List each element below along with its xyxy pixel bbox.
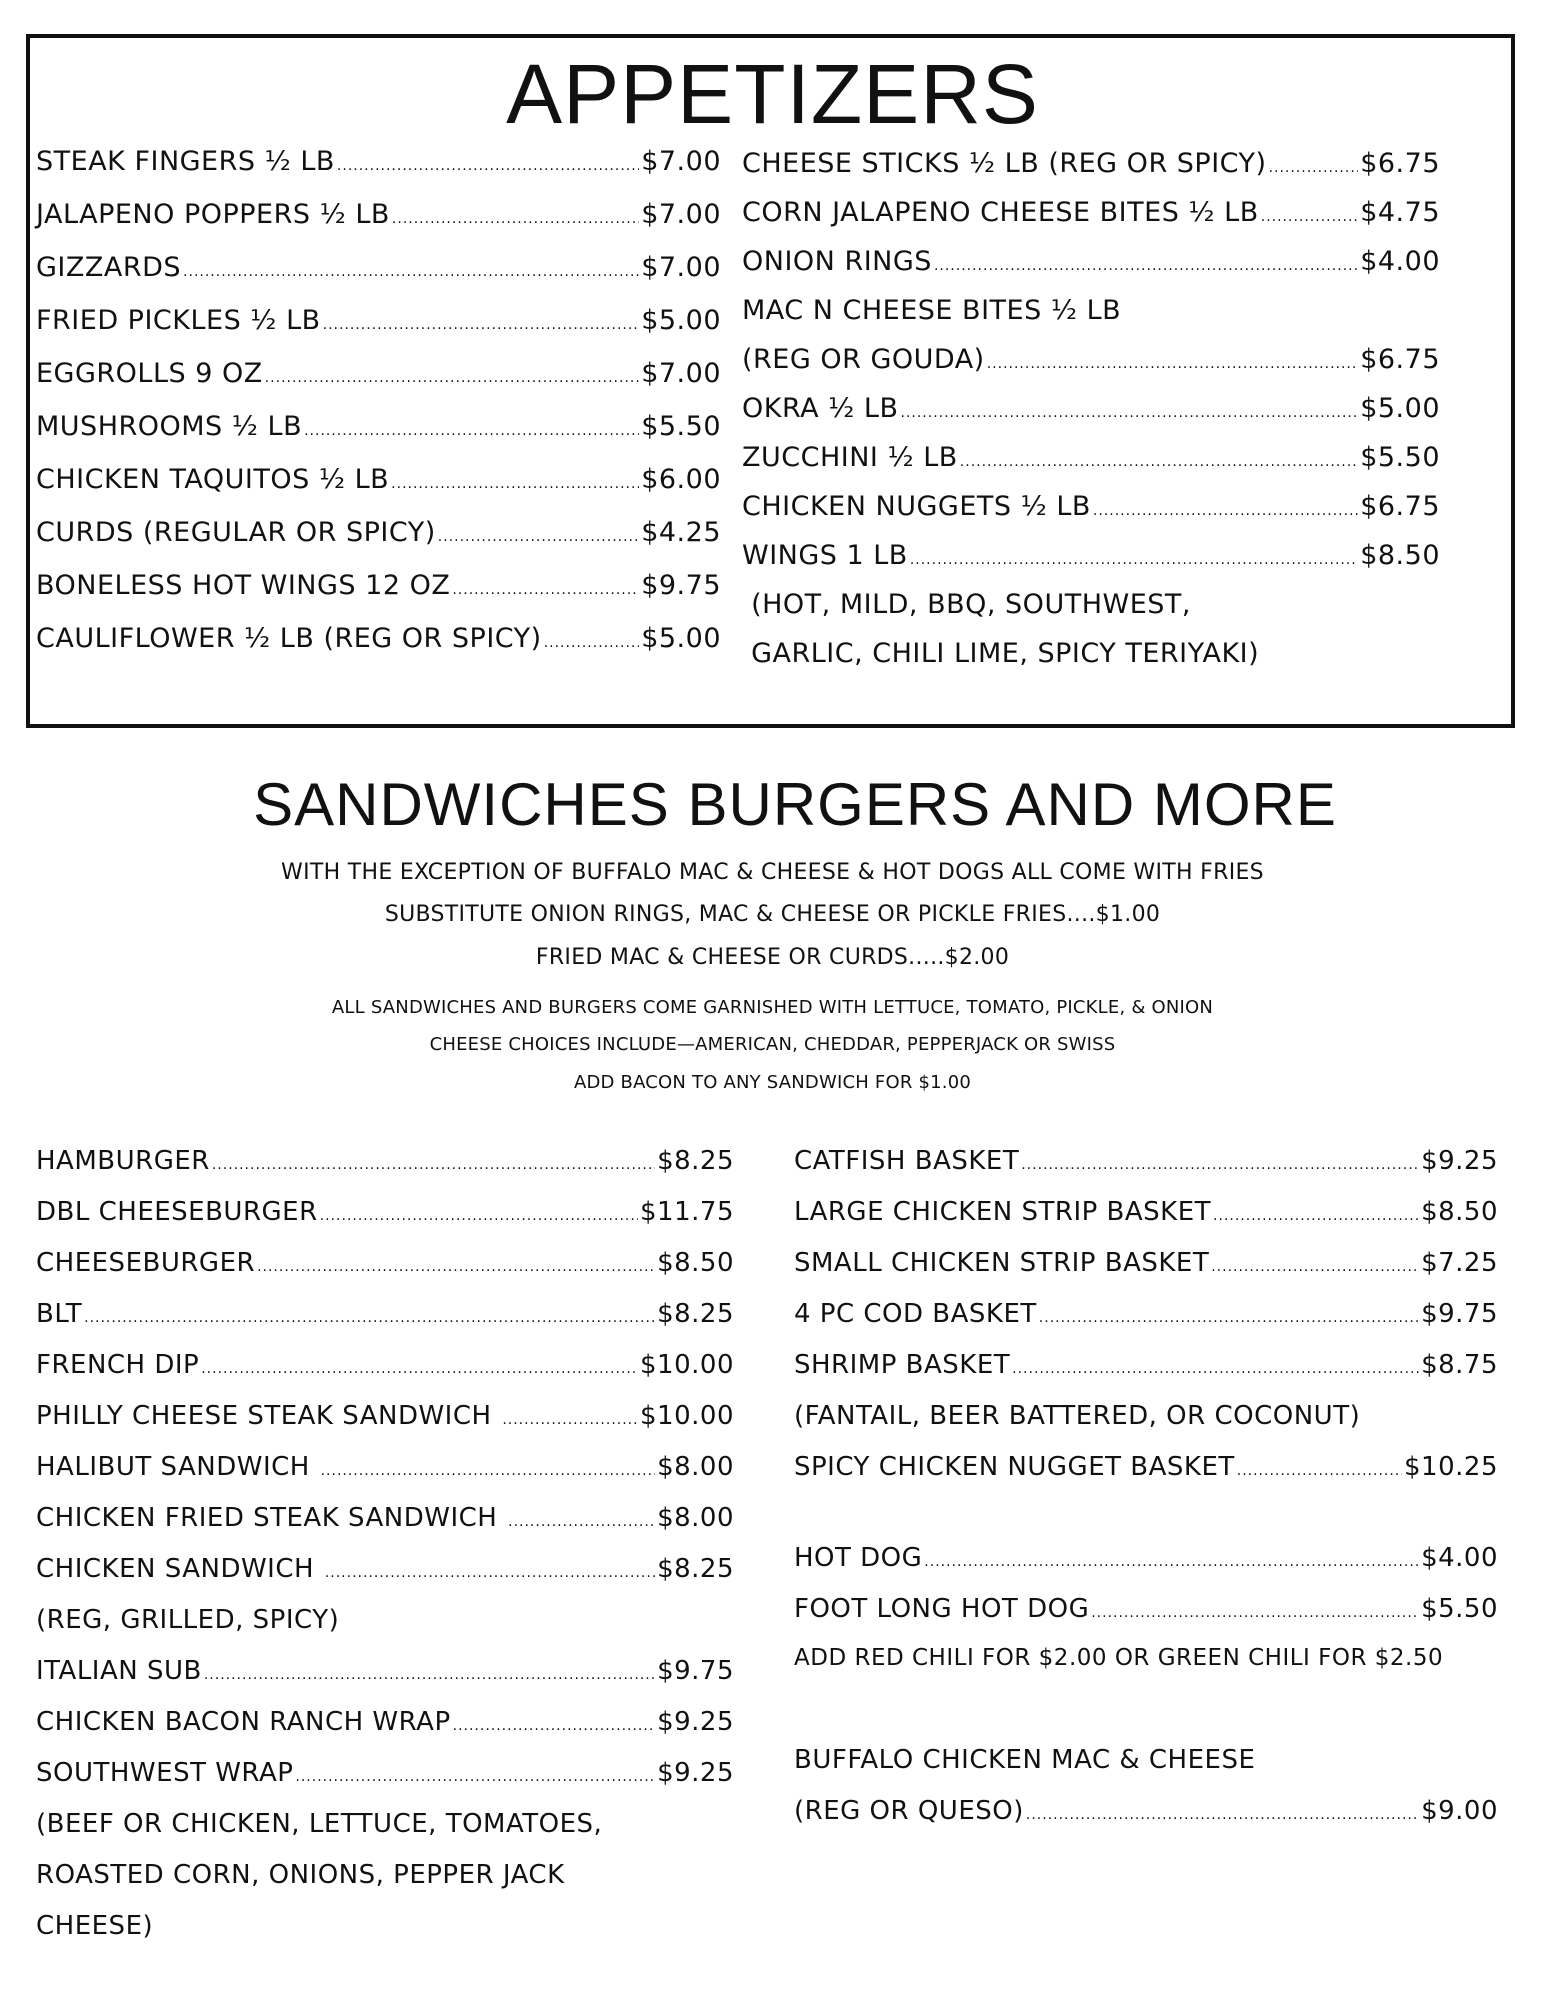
item-name: CORN JALAPENO CHEESE BITES ½ LB bbox=[742, 197, 1259, 228]
sandwiches-note: CHEESE CHOICES INCLUDE—AMERICAN, CHEDDAR, PEPPERJACK OR SWISS bbox=[429, 1034, 1116, 1055]
menu-item bbox=[742, 246, 1440, 295]
item-name: CAULIFLOWER ½ LB (REG OR SPICY) bbox=[36, 623, 542, 654]
item-price: $9.75 bbox=[1421, 1299, 1498, 1329]
item-name: (HOT, MILD, BBQ, SOUTHWEST, bbox=[742, 589, 1191, 620]
item-price: $8.25 bbox=[657, 1146, 734, 1176]
menu-item bbox=[36, 305, 721, 358]
appetizers-left-column bbox=[36, 146, 721, 676]
item-name: EGGROLLS 9 OZ bbox=[36, 358, 263, 389]
menu-item bbox=[36, 358, 721, 411]
menu-item bbox=[742, 540, 1440, 589]
menu-item bbox=[794, 1452, 1498, 1503]
menu-item-heading bbox=[742, 295, 1440, 344]
menu-item bbox=[36, 1350, 734, 1401]
item-price: $4.00 bbox=[1360, 246, 1440, 277]
item-note bbox=[36, 1911, 734, 1962]
menu-item bbox=[36, 1452, 734, 1503]
item-note bbox=[742, 638, 1440, 687]
menu-item bbox=[36, 1401, 734, 1452]
sandwiches-note: ALL SANDWICHES AND BURGERS COME GARNISHED WITH LETTUCE, TOMATO, PICKLE, & ONION bbox=[331, 997, 1214, 1018]
item-price: $5.00 bbox=[641, 623, 721, 654]
item-name: FOOT LONG HOT DOG bbox=[794, 1594, 1090, 1624]
item-name: HAMBURGER bbox=[36, 1146, 210, 1176]
item-price: $9.75 bbox=[641, 570, 721, 601]
item-name: OKRA ½ LB bbox=[742, 393, 899, 424]
item-price: $7.00 bbox=[641, 358, 721, 389]
item-name: (FANTAIL, BEER BATTERED, OR COCONUT) bbox=[794, 1401, 1361, 1431]
menu-item bbox=[36, 623, 721, 676]
item-price: $10.25 bbox=[1404, 1452, 1498, 1482]
appetizers-title: APPETIZERS bbox=[506, 47, 1039, 141]
item-name: DBL CHEESEBURGER bbox=[36, 1197, 318, 1227]
item-price: $6.75 bbox=[1360, 344, 1440, 375]
menu-item bbox=[794, 1248, 1498, 1299]
menu-item bbox=[794, 1299, 1498, 1350]
appetizers-right-column bbox=[742, 148, 1440, 687]
item-name: ITALIAN SUB bbox=[36, 1656, 202, 1686]
item-price: $8.50 bbox=[657, 1248, 734, 1278]
item-note bbox=[36, 1605, 734, 1656]
item-name: STEAK FINGERS ½ LB bbox=[36, 146, 335, 177]
item-name: CHEESE STICKS ½ LB (REG OR SPICY) bbox=[742, 148, 1267, 179]
menu-item bbox=[794, 1146, 1498, 1197]
item-note bbox=[742, 589, 1440, 638]
chili-note: ADD RED CHILI FOR $2.00 OR GREEN CHILI FOR $2.50 bbox=[794, 1645, 1444, 1671]
item-price: $5.50 bbox=[1421, 1594, 1498, 1624]
item-price: $8.25 bbox=[657, 1299, 734, 1329]
item-name: ONION RINGS bbox=[742, 246, 932, 277]
menu-item bbox=[742, 197, 1440, 246]
sandwiches-note: ADD BACON TO ANY SANDWICH FOR $1.00 bbox=[573, 1072, 971, 1093]
menu-item bbox=[36, 1758, 734, 1809]
item-price: $8.50 bbox=[1360, 540, 1440, 571]
item-name: CATFISH BASKET bbox=[794, 1146, 1020, 1176]
item-price: $9.25 bbox=[1421, 1146, 1498, 1176]
item-name: SOUTHWEST WRAP bbox=[36, 1758, 294, 1788]
item-price: $6.00 bbox=[641, 464, 721, 495]
menu-item bbox=[36, 1656, 734, 1707]
item-name: CHICKEN BACON RANCH WRAP bbox=[36, 1707, 451, 1737]
item-name: GIZZARDS bbox=[36, 252, 182, 283]
item-name: MUSHROOMS ½ LB bbox=[36, 411, 303, 442]
menu-item bbox=[36, 517, 721, 570]
menu-item-heading bbox=[794, 1745, 1498, 1796]
menu-item bbox=[36, 464, 721, 517]
item-note bbox=[36, 1809, 734, 1860]
item-price: $7.00 bbox=[641, 146, 721, 177]
item-name: CHEESEBURGER bbox=[36, 1248, 256, 1278]
menu-item bbox=[742, 491, 1440, 540]
item-name: ROASTED CORN, ONIONS, PEPPER JACK bbox=[36, 1860, 565, 1890]
menu-item bbox=[794, 1350, 1498, 1401]
item-name: CURDS (REGULAR OR SPICY) bbox=[36, 517, 436, 548]
menu-item bbox=[794, 1543, 1498, 1594]
item-name: (REG OR GOUDA) bbox=[742, 344, 985, 375]
menu-item bbox=[794, 1594, 1498, 1645]
menu-item bbox=[36, 146, 721, 199]
item-price: $5.50 bbox=[1360, 442, 1440, 473]
item-name: (BEEF OR CHICKEN, LETTUCE, TOMATOES, bbox=[36, 1809, 603, 1839]
menu-item bbox=[36, 252, 721, 305]
item-price: $8.00 bbox=[657, 1452, 734, 1482]
sandwiches-title: SANDWICHES BURGERS AND MORE bbox=[253, 771, 1337, 838]
item-price: $9.00 bbox=[1421, 1796, 1498, 1826]
menu-item bbox=[36, 1503, 734, 1554]
item-name: HALIBUT SANDWICH bbox=[36, 1452, 319, 1482]
item-price: $7.00 bbox=[641, 199, 721, 230]
sandwiches-note: WITH THE EXCEPTION OF BUFFALO MAC & CHEESE & HOT DOGS ALL COME WITH FRIES bbox=[281, 860, 1264, 885]
menu-item bbox=[36, 411, 721, 464]
item-price: $11.75 bbox=[640, 1197, 734, 1227]
item-price: $5.50 bbox=[641, 411, 721, 442]
item-name: PHILLY CHEESE STEAK SANDWICH bbox=[36, 1401, 501, 1431]
item-price: $7.25 bbox=[1421, 1248, 1498, 1278]
item-name: ZUCCHINI ½ LB bbox=[742, 442, 958, 473]
menu-item bbox=[742, 148, 1440, 197]
sandwiches-note: FRIED MAC & CHEESE OR CURDS.....$2.00 bbox=[535, 945, 1010, 970]
menu-item bbox=[36, 570, 721, 623]
item-name: HOT DOG bbox=[794, 1543, 923, 1573]
item-note bbox=[36, 1860, 734, 1911]
menu-item bbox=[794, 1197, 1498, 1248]
item-price: $8.75 bbox=[1421, 1350, 1498, 1380]
item-price: $4.75 bbox=[1360, 197, 1440, 228]
item-price: $8.50 bbox=[1421, 1197, 1498, 1227]
menu-item bbox=[794, 1796, 1498, 1847]
item-price: $9.25 bbox=[657, 1707, 734, 1737]
item-name: BUFFALO CHICKEN MAC & CHEESE bbox=[794, 1745, 1256, 1775]
item-price: $8.00 bbox=[657, 1503, 734, 1533]
item-name: WINGS 1 LB bbox=[742, 540, 908, 571]
item-name: MAC N CHEESE BITES ½ LB bbox=[742, 295, 1122, 326]
menu-item bbox=[36, 1248, 734, 1299]
item-name: (REG OR QUESO) bbox=[794, 1796, 1024, 1826]
item-price: $7.00 bbox=[641, 252, 721, 283]
menu-item bbox=[742, 344, 1440, 393]
item-name: SPICY CHICKEN NUGGET BASKET bbox=[794, 1452, 1235, 1482]
item-price: $5.00 bbox=[641, 305, 721, 336]
item-name: GARLIC, CHILI LIME, SPICY TERIYAKI) bbox=[742, 638, 1260, 669]
item-price: $8.25 bbox=[657, 1554, 734, 1584]
item-price: $6.75 bbox=[1360, 148, 1440, 179]
sandwiches-left-column bbox=[36, 1146, 734, 1962]
item-name: CHICKEN TAQUITOS ½ LB bbox=[36, 464, 390, 495]
item-price: $4.00 bbox=[1421, 1543, 1498, 1573]
item-price: $10.00 bbox=[640, 1350, 734, 1380]
item-name: SHRIMP BASKET bbox=[794, 1350, 1011, 1380]
item-name: 4 PC COD BASKET bbox=[794, 1299, 1037, 1329]
menu-item bbox=[36, 1707, 734, 1758]
item-name: CHEESE) bbox=[36, 1911, 154, 1941]
menu-item bbox=[36, 1299, 734, 1350]
sandwiches-note: SUBSTITUTE ONION RINGS, MAC & CHEESE OR PICKLE FRIES....$1.00 bbox=[384, 902, 1161, 927]
menu-item bbox=[36, 1197, 734, 1248]
item-name: FRIED PICKLES ½ LB bbox=[36, 305, 321, 336]
item-price: $9.75 bbox=[657, 1656, 734, 1686]
item-price: $4.25 bbox=[641, 517, 721, 548]
item-price: $10.00 bbox=[640, 1401, 734, 1431]
item-name: BONELESS HOT WINGS 12 OZ bbox=[36, 570, 451, 601]
menu-item bbox=[742, 393, 1440, 442]
item-name: LARGE CHICKEN STRIP BASKET bbox=[794, 1197, 1212, 1227]
item-price: $9.25 bbox=[657, 1758, 734, 1788]
menu-item bbox=[36, 1554, 734, 1605]
item-name: SMALL CHICKEN STRIP BASKET bbox=[794, 1248, 1210, 1278]
menu-item bbox=[36, 1146, 734, 1197]
item-name: CHICKEN SANDWICH bbox=[36, 1554, 323, 1584]
item-name: CHICKEN FRIED STEAK SANDWICH bbox=[36, 1503, 507, 1533]
item-name: (REG, GRILLED, SPICY) bbox=[36, 1605, 340, 1635]
item-name: FRENCH DIP bbox=[36, 1350, 200, 1380]
item-name: BLT bbox=[36, 1299, 83, 1329]
menu-item bbox=[36, 199, 721, 252]
item-name: JALAPENO POPPERS ½ LB bbox=[36, 199, 390, 230]
item-note bbox=[794, 1401, 1498, 1452]
menu-item bbox=[742, 442, 1440, 491]
item-name: CHICKEN NUGGETS ½ LB bbox=[742, 491, 1091, 522]
sandwiches-right-column bbox=[794, 1146, 1498, 1847]
item-price: $6.75 bbox=[1360, 491, 1440, 522]
item-price: $5.00 bbox=[1360, 393, 1440, 424]
